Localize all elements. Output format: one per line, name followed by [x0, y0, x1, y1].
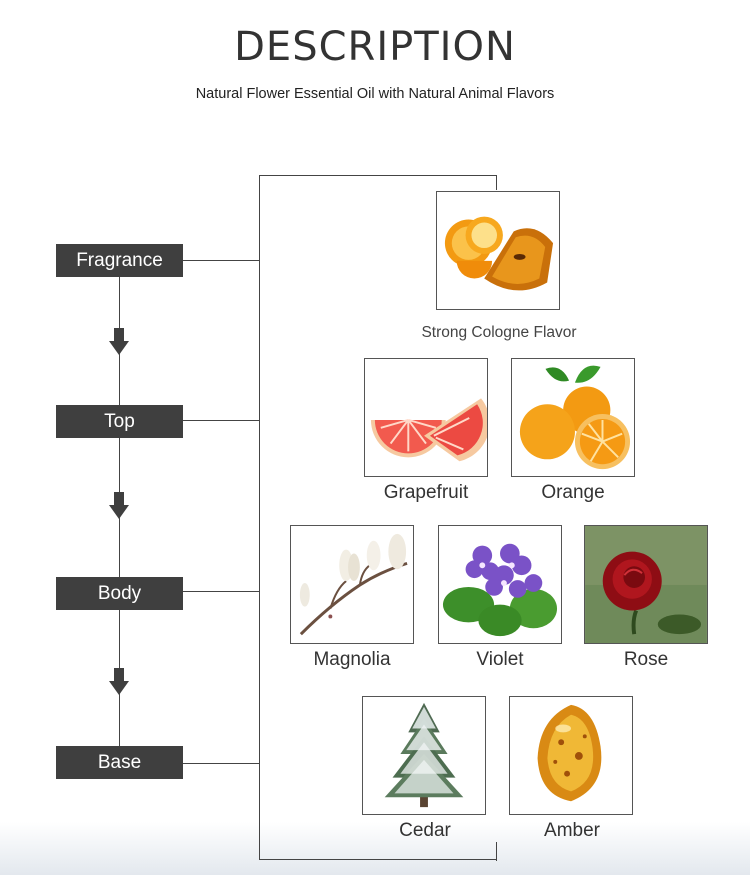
- note-caption-orange: Orange: [541, 482, 605, 503]
- note-caption-grapefruit: Grapefruit: [383, 482, 469, 503]
- magnolia-image: [290, 525, 414, 644]
- orange-image: [511, 358, 635, 477]
- bracket-cap-top: [496, 175, 497, 190]
- note-caption-cedar: Cedar: [399, 820, 451, 841]
- page-subtitle: Natural Flower Essential Oil with Natural Animal Flavors: [195, 86, 555, 102]
- amber-image: [509, 696, 633, 815]
- grapefruit-image: [364, 358, 488, 477]
- violet-image: [438, 525, 562, 644]
- stage-body: Body: [56, 577, 183, 610]
- down-arrow-icon: [109, 668, 129, 696]
- bracket-cap-bottom: [496, 842, 497, 861]
- note-caption-amber: Amber: [544, 820, 600, 841]
- connector-body: [182, 591, 260, 592]
- cedar-image: [362, 696, 486, 815]
- stage-top: Top: [56, 405, 183, 438]
- stage-fragrance: Fragrance: [56, 244, 183, 277]
- down-arrow-icon: [109, 328, 129, 356]
- note-caption-fragrance: Strong Cologne Flavor: [421, 324, 577, 341]
- orange-amber-image: [436, 191, 560, 310]
- page-title: DESCRIPTION: [234, 24, 516, 70]
- down-arrow-icon: [109, 492, 129, 520]
- note-caption-violet: Violet: [476, 649, 524, 670]
- connector-fragrance: [182, 260, 260, 261]
- note-caption-rose: Rose: [623, 649, 669, 670]
- note-caption-magnolia: Magnolia: [313, 649, 391, 670]
- rose-image: [584, 525, 708, 644]
- stage-base: Base: [56, 746, 183, 779]
- connector-base: [182, 763, 260, 764]
- connector-top: [182, 420, 260, 421]
